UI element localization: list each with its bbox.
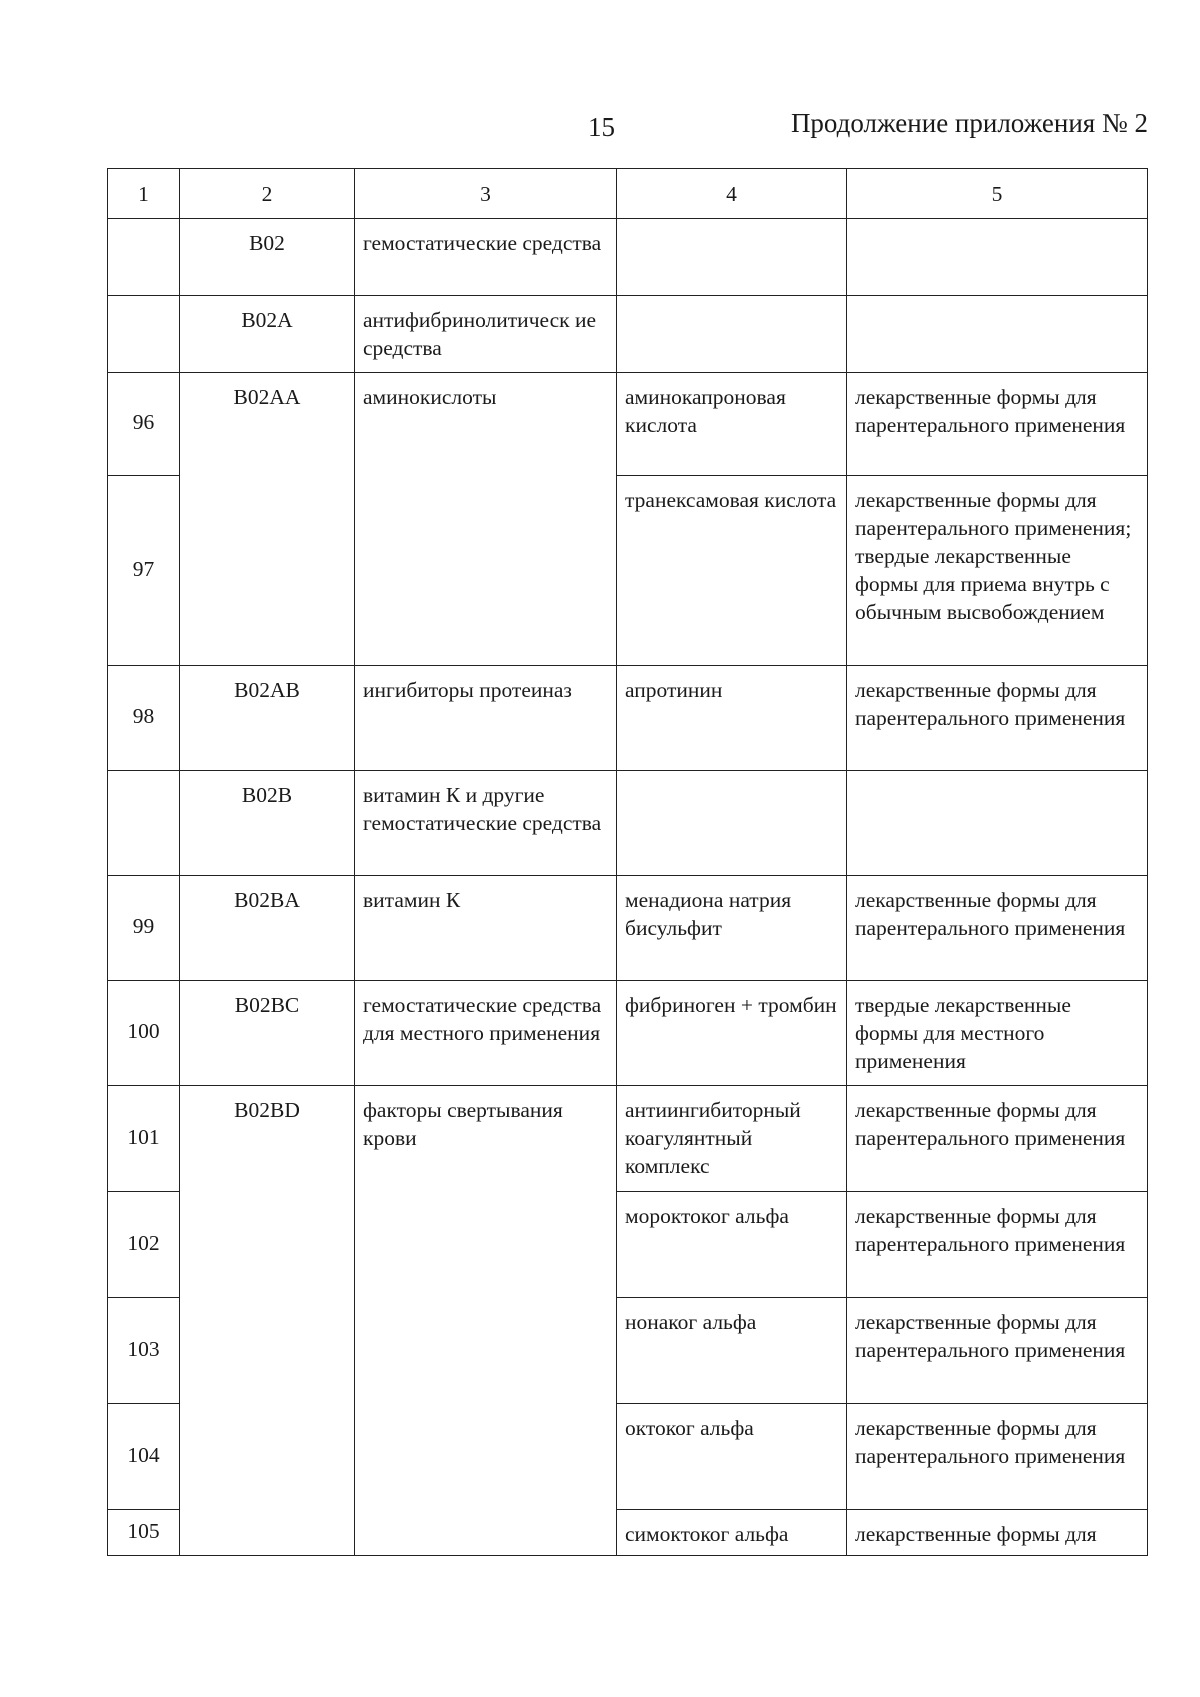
dosage-form: лекарственные формы для парентерального применения <box>847 373 1148 476</box>
table-row <box>108 876 1148 981</box>
drug-name <box>617 296 847 373</box>
drug-table <box>107 168 1148 1556</box>
drug-name <box>617 219 847 296</box>
pharmacological-group: витамин К и другие гемостатические средства <box>355 771 617 876</box>
drug-name: транексамовая кислота <box>617 476 847 666</box>
header-cell: 3 <box>355 169 617 219</box>
row-number: 101 <box>108 1086 180 1192</box>
drug-name: нонаког альфа <box>617 1298 847 1404</box>
pharmacological-group: гемостатические средства <box>355 219 617 296</box>
row-number: 104 <box>108 1404 180 1510</box>
page-number: 15 <box>588 112 615 142</box>
atc-code: B02B <box>180 771 355 876</box>
atc-code: B02AB <box>180 666 355 771</box>
drug-name <box>617 771 847 876</box>
row-number: 103 <box>108 1298 180 1404</box>
drug-name: аминокапроновая кислота <box>617 373 847 476</box>
dosage-form: твердые лекарственные формы для местного применения <box>847 981 1148 1086</box>
dosage-form <box>847 476 1148 666</box>
row-number <box>108 219 180 296</box>
dosage-form-line: твердые лекарственные формы для приема внутрь с обычным высвобождением <box>855 544 1110 624</box>
drug-name: менадиона натрия бисульфит <box>617 876 847 981</box>
table-row <box>108 296 1148 373</box>
table-row <box>108 1086 1148 1192</box>
dosage-form: лекарственные формы для <box>847 1510 1148 1556</box>
atc-code: B02BD <box>180 1086 355 1556</box>
row-number <box>108 296 180 373</box>
atc-code: B02BC <box>180 981 355 1086</box>
atc-code: B02 <box>180 219 355 296</box>
row-number: 100 <box>108 981 180 1086</box>
row-number: 102 <box>108 1192 180 1298</box>
header-cell: 4 <box>617 169 847 219</box>
drug-name: фибриноген + тромбин <box>617 981 847 1086</box>
row-number: 105 <box>108 1510 180 1556</box>
header-cell: 5 <box>847 169 1148 219</box>
atc-code: B02AA <box>180 373 355 666</box>
dosage-form: лекарственные формы для парентерального применения <box>847 1086 1148 1192</box>
pharmacological-group: факторы свертывания крови <box>355 1086 617 1556</box>
dosage-form <box>847 771 1148 876</box>
dosage-form <box>847 296 1148 373</box>
pharmacological-group: гемостатические средства для местного применения <box>355 981 617 1086</box>
drug-name: симоктоког альфа <box>617 1510 847 1556</box>
row-number <box>108 771 180 876</box>
table-row <box>108 219 1148 296</box>
drug-name: мороктоког альфа <box>617 1192 847 1298</box>
dosage-form: лекарственные формы для парентерального применения <box>847 1192 1148 1298</box>
dosage-form: лекарственные формы для парентерального применения <box>847 1404 1148 1510</box>
drug-name: апротинин <box>617 666 847 771</box>
appendix-continuation-header: Продолжение приложения № 2 <box>790 108 1148 138</box>
row-number: 96 <box>108 373 180 476</box>
pharmacological-group: ингибиторы протеиназ <box>355 666 617 771</box>
header-cell: 2 <box>180 169 355 219</box>
table-row <box>108 373 1148 476</box>
pharmacological-group: антифибринолитическ ие средства <box>355 296 617 373</box>
row-number: 97 <box>108 476 180 666</box>
table-row <box>108 666 1148 771</box>
row-number: 98 <box>108 666 180 771</box>
pharmacological-group: аминокислоты <box>355 373 617 666</box>
row-number: 99 <box>108 876 180 981</box>
drug-name: октоког альфа <box>617 1404 847 1510</box>
dosage-form-line: лекарственные формы для парентерального применения; <box>855 488 1132 540</box>
dosage-form: лекарственные формы для парентерального применения <box>847 1298 1148 1404</box>
drug-name: антиингибиторный коагулянтный комплекс <box>617 1086 847 1192</box>
table-header-row <box>108 169 1148 219</box>
table-row <box>108 771 1148 876</box>
header-cell: 1 <box>108 169 180 219</box>
dosage-form <box>847 219 1148 296</box>
dosage-form: лекарственные формы для парентерального применения <box>847 666 1148 771</box>
atc-code: B02A <box>180 296 355 373</box>
dosage-form: лекарственные формы для парентерального применения <box>847 876 1148 981</box>
pharmacological-group: витамин К <box>355 876 617 981</box>
table-row <box>108 981 1148 1086</box>
atc-code: B02BA <box>180 876 355 981</box>
